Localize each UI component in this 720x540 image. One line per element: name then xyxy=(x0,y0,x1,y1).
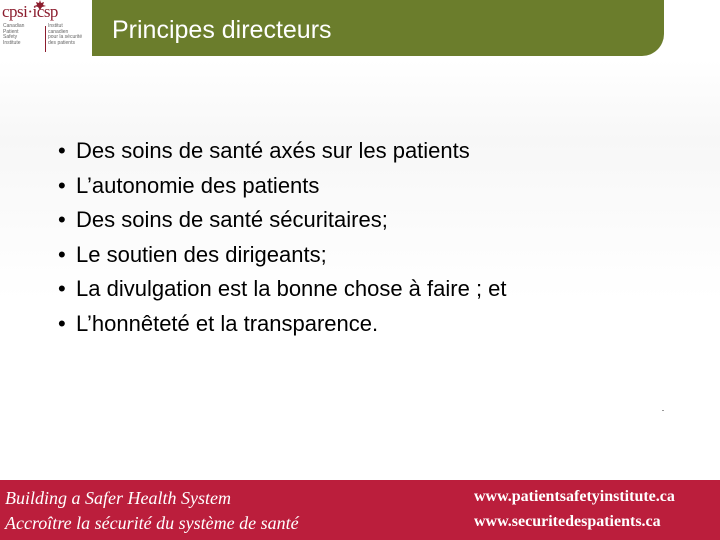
logo-subtitle-line: Institute xyxy=(3,39,21,46)
website-link-fr[interactable]: www.securitedespatients.ca xyxy=(474,513,661,530)
logo-subtitle-line: pour la sécurité xyxy=(48,34,83,41)
organization-logo xyxy=(0,0,88,56)
logo-wordmark: cpsi·icsp xyxy=(2,2,58,21)
logo-subtitle-line: canadien xyxy=(48,28,69,35)
bullet-marker: • xyxy=(58,310,66,336)
bullet-marker: • xyxy=(58,241,66,267)
list-item xyxy=(58,169,507,204)
slide-title: Principes directeurs xyxy=(112,16,332,44)
logo-subtitle-fr xyxy=(48,24,88,46)
bullet-marker: • xyxy=(58,138,66,163)
logo-subtitle-line: des patients xyxy=(48,39,75,46)
list-item xyxy=(58,238,507,273)
decorative-dot xyxy=(662,410,664,411)
bullet-text: La divulgation est la bonne chose à faire ; et xyxy=(76,276,507,301)
bullet-text: L’autonomie des patients xyxy=(76,172,320,198)
bullet-marker: • xyxy=(58,207,66,232)
bullet-text: Le soutien des dirigeants; xyxy=(76,241,327,267)
bullet-text: Des soins de santé axés sur les patients xyxy=(76,138,470,163)
logo-subtitle-en xyxy=(3,24,39,46)
logo-subtitle-line: Safety xyxy=(3,34,18,41)
footer-banner xyxy=(0,480,720,540)
logo-divider xyxy=(45,26,46,52)
list-item xyxy=(58,134,507,169)
bullet-text: L’honnêteté et la transparence. xyxy=(76,310,379,336)
bullet-text: Des soins de santé sécuritaires; xyxy=(76,207,388,232)
bullet-list xyxy=(58,134,507,341)
tagline-fr: Accroître la sécurité du système de santé xyxy=(5,513,299,533)
bullet-marker: • xyxy=(58,172,66,198)
list-item xyxy=(58,272,507,307)
logo-subtitle-line: Canadian xyxy=(3,23,25,29)
bullet-marker: • xyxy=(58,276,66,301)
tagline-en: Building a Safer Health System xyxy=(5,488,231,508)
website-link-en[interactable]: www.patientsafetyinstitute.ca xyxy=(474,488,675,505)
logo-subtitle-line: Patient xyxy=(3,28,19,35)
list-item xyxy=(58,307,507,342)
list-item xyxy=(58,203,507,238)
logo-subtitle-line: Institut xyxy=(48,23,63,29)
